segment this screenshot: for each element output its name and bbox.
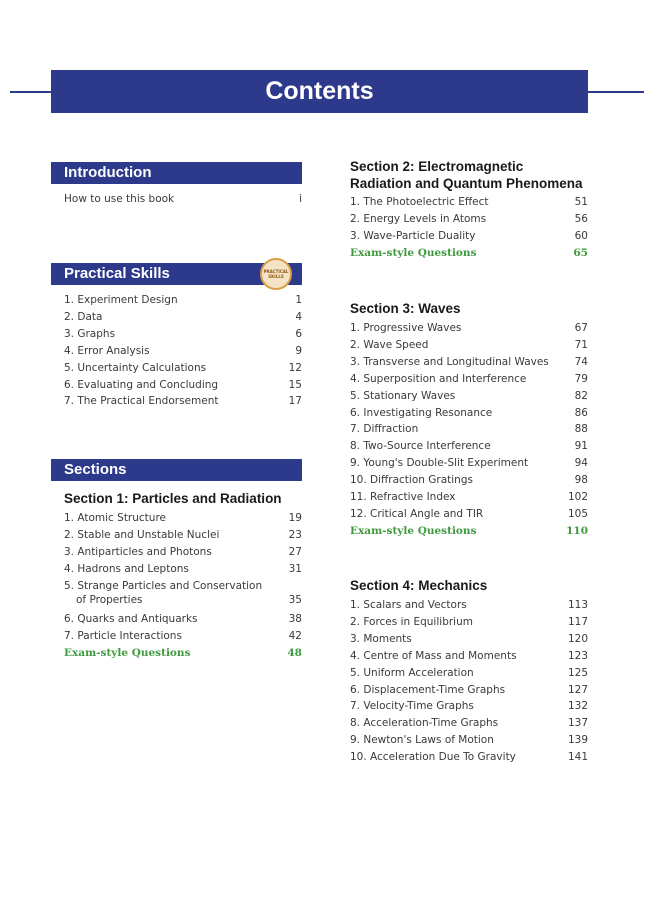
toc-entry[interactable] (350, 598, 588, 612)
toc-entry[interactable] (64, 394, 302, 408)
toc-entry-page: 67 (574, 322, 588, 334)
toc-entry-page: 141 (567, 751, 588, 764)
toc-entry-label: 8. Acceleration-Time Graphs (350, 717, 499, 730)
toc-entry-page: 35 (288, 593, 302, 606)
toc-entry[interactable] (64, 310, 302, 324)
toc-entry-label: 5. Stationary Waves (350, 389, 456, 402)
toc-entry[interactable] (350, 716, 588, 730)
toc-entry-label-continued: of Properties (76, 593, 143, 606)
toc-entry-page: 12 (288, 361, 302, 374)
toc-entry-page: 27 (288, 545, 302, 558)
toc-entry-page: 91 (574, 440, 588, 453)
sections-header: Sections (51, 459, 302, 481)
toc-entry-label: 7. Particle Interactions (64, 630, 182, 643)
toc-entry-page: 42 (288, 630, 302, 643)
page-title: Contents (51, 70, 588, 113)
toc-entry-page: 17 (288, 395, 302, 408)
toc-entry-page: 65 (573, 247, 588, 259)
toc-entry-page: 98 (574, 474, 588, 487)
toc-entry-page: 137 (567, 717, 588, 730)
toc-entry[interactable] (350, 490, 588, 504)
toc-entry[interactable] (64, 361, 302, 375)
toc-entry-label: 10. Diffraction Gratings (350, 474, 473, 487)
section-4-title: Section 4: Mechanics (350, 578, 488, 593)
toc-entry-label: How to use this book (64, 193, 175, 205)
toc-entry-label: 2. Energy Levels in Atoms (350, 213, 487, 225)
toc-entry-page: 88 (574, 423, 588, 436)
toc-entry[interactable] (350, 649, 588, 663)
toc-entry-label: 1. Experiment Design (64, 294, 178, 306)
toc-entry-label: 4. Error Analysis (64, 344, 150, 357)
toc-entry[interactable] (350, 338, 588, 352)
toc-entry-label: 12. Critical Angle and TIR (350, 507, 484, 520)
exam-questions-entry[interactable] (64, 646, 302, 660)
toc-entry[interactable] (350, 699, 588, 713)
section-2-title-line1: Section 2: Electromagnetic (350, 159, 524, 174)
toc-entry[interactable] (350, 733, 588, 747)
toc-entry-label: 1. Progressive Waves (350, 322, 462, 334)
toc-entry-label: 7. Velocity-Time Graphs (350, 700, 474, 713)
toc-entry-label: 10. Acceleration Due To Gravity (350, 751, 516, 764)
toc-entry-label: 1. Atomic Structure (64, 512, 166, 524)
toc-entry-page: 51 (574, 196, 588, 208)
toc-entry-label: 2. Forces in Equilibrium (350, 615, 473, 628)
toc-entry-page: 48 (287, 647, 302, 660)
practical-skills-header: Practical Skills (51, 263, 302, 285)
toc-entry-label: 3. Antiparticles and Photons (64, 545, 212, 558)
toc-entry-page: 31 (288, 562, 302, 575)
toc-entry-label: 4. Superposition and Interference (350, 372, 527, 385)
toc-entry[interactable] (64, 192, 302, 206)
toc-entry[interactable] (350, 355, 588, 369)
toc-entry[interactable] (350, 406, 588, 420)
toc-entry-label: 7. The Practical Endorsement (64, 395, 219, 408)
toc-entry-label: 3. Transverse and Longitudinal Waves (350, 355, 549, 368)
toc-entry-page: 120 (567, 632, 588, 645)
toc-entry[interactable] (64, 293, 302, 307)
toc-entry[interactable] (350, 321, 588, 335)
section-3-title: Section 3: Waves (350, 301, 461, 316)
toc-entry-label: 5. Uncertainty Calculations (64, 361, 207, 374)
toc-entry[interactable] (350, 632, 588, 646)
toc-entry-page: 4 (295, 310, 302, 323)
toc-entry-label: 2. Stable and Unstable Nuclei (64, 528, 220, 541)
toc-entry-label: 3. Moments (350, 632, 412, 645)
exam-questions-entry[interactable] (350, 246, 588, 260)
toc-entry-page: 105 (567, 507, 588, 520)
toc-entry[interactable] (64, 562, 302, 576)
toc-entry-page: 15 (288, 378, 302, 391)
introduction-header: Introduction (51, 162, 302, 184)
toc-entry-label: 4. Centre of Mass and Moments (350, 649, 517, 662)
toc-entry[interactable] (350, 750, 588, 764)
toc-entry[interactable] (350, 195, 588, 209)
toc-entry-label: 6. Investigating Resonance (350, 406, 493, 419)
toc-entry-label: 7. Diffraction (350, 423, 419, 436)
toc-entry-label: 11. Refractive Index (350, 491, 456, 503)
toc-entry[interactable] (350, 473, 588, 487)
toc-entry[interactable] (64, 344, 302, 358)
section-2-title-line2: Radiation and Quantum Phenomena (350, 176, 583, 191)
toc-entry-page: 86 (574, 406, 588, 419)
toc-entry-page: 71 (574, 338, 588, 351)
toc-entry-page: 6 (295, 327, 302, 340)
toc-entry-page: 19 (288, 512, 302, 524)
toc-entry-page: 139 (567, 734, 588, 747)
toc-entry[interactable] (350, 389, 588, 403)
toc-entry[interactable] (64, 327, 302, 341)
toc-entry-page: 56 (574, 213, 588, 225)
toc-entry-label: 2. Data (64, 310, 103, 323)
toc-entry-page: 102 (567, 491, 588, 503)
toc-entry[interactable] (64, 629, 302, 643)
section-1-title: Section 1: Particles and Radiation (64, 491, 282, 506)
toc-entry[interactable] (350, 372, 588, 386)
toc-entry[interactable] (64, 528, 302, 542)
toc-entry[interactable] (350, 683, 588, 697)
toc-entry-page: 127 (567, 683, 588, 696)
toc-entry-label: 1. The Photoelectric Effect (350, 196, 489, 208)
toc-entry-page: 117 (567, 615, 588, 628)
toc-entry-page: 82 (574, 389, 588, 402)
toc-entry-label: 5. Uniform Acceleration (350, 666, 474, 679)
header-rule-left (10, 91, 52, 93)
toc-entry-label: Exam-style Questions (64, 647, 191, 660)
toc-entry[interactable] (350, 229, 588, 243)
toc-entry-label: 6. Evaluating and Concluding (64, 378, 219, 391)
toc-entry-page: 1 (295, 294, 302, 306)
toc-entry-page: 60 (574, 230, 588, 242)
toc-entry[interactable] (350, 456, 588, 470)
toc-entry[interactable] (64, 545, 302, 559)
toc-entry-label: 3. Graphs (64, 327, 116, 340)
toc-entry-label: 9. Young's Double-Slit Experiment (350, 457, 529, 470)
toc-entry-label: 9. Newton's Laws of Motion (350, 734, 494, 747)
toc-entry-page: 132 (567, 700, 588, 713)
toc-entry[interactable] (350, 507, 588, 521)
toc-entry-page: 110 (566, 524, 588, 537)
practical-skills-badge-icon: PRACTICAL SKILLS (260, 258, 292, 290)
toc-entry-page: 38 (288, 613, 302, 626)
toc-entry-label: 1. Scalars and Vectors (350, 599, 467, 611)
toc-entry[interactable] (350, 212, 588, 226)
toc-entry-label: 2. Wave Speed (350, 338, 429, 351)
header-rule-right (588, 91, 644, 93)
toc-entry[interactable] (350, 615, 588, 629)
exam-questions-entry[interactable] (350, 524, 588, 538)
toc-entry[interactable] (350, 439, 588, 453)
toc-entry[interactable] (64, 511, 302, 525)
toc-entry[interactable] (64, 579, 302, 607)
toc-entry[interactable] (64, 612, 302, 626)
toc-entry-label: 3. Wave-Particle Duality (350, 230, 476, 242)
toc-entry-page: 9 (295, 344, 302, 357)
toc-entry[interactable] (64, 378, 302, 392)
toc-entry-page: 113 (567, 599, 588, 611)
toc-entry-page: 125 (567, 666, 588, 679)
toc-entry[interactable] (350, 666, 588, 680)
toc-entry[interactable] (350, 422, 588, 436)
toc-entry-page: i (299, 193, 302, 205)
toc-entry-page: 74 (574, 355, 588, 368)
toc-entry-label: 5. Strange Particles and Conservation (64, 579, 263, 592)
toc-entry-label: 4. Hadrons and Leptons (64, 562, 189, 575)
toc-entry-label: 6. Displacement-Time Graphs (350, 683, 506, 696)
toc-entry-label: 8. Two-Source Interference (350, 440, 491, 453)
toc-entry-page: 123 (567, 649, 588, 662)
toc-entry-page: 79 (574, 372, 588, 385)
toc-entry-label: Exam-style Questions (350, 247, 477, 259)
toc-entry-label: Exam-style Questions (350, 524, 477, 537)
toc-entry-page: 94 (574, 457, 588, 470)
toc-entry-label: 6. Quarks and Antiquarks (64, 613, 198, 626)
toc-entry-page: 23 (288, 528, 302, 541)
